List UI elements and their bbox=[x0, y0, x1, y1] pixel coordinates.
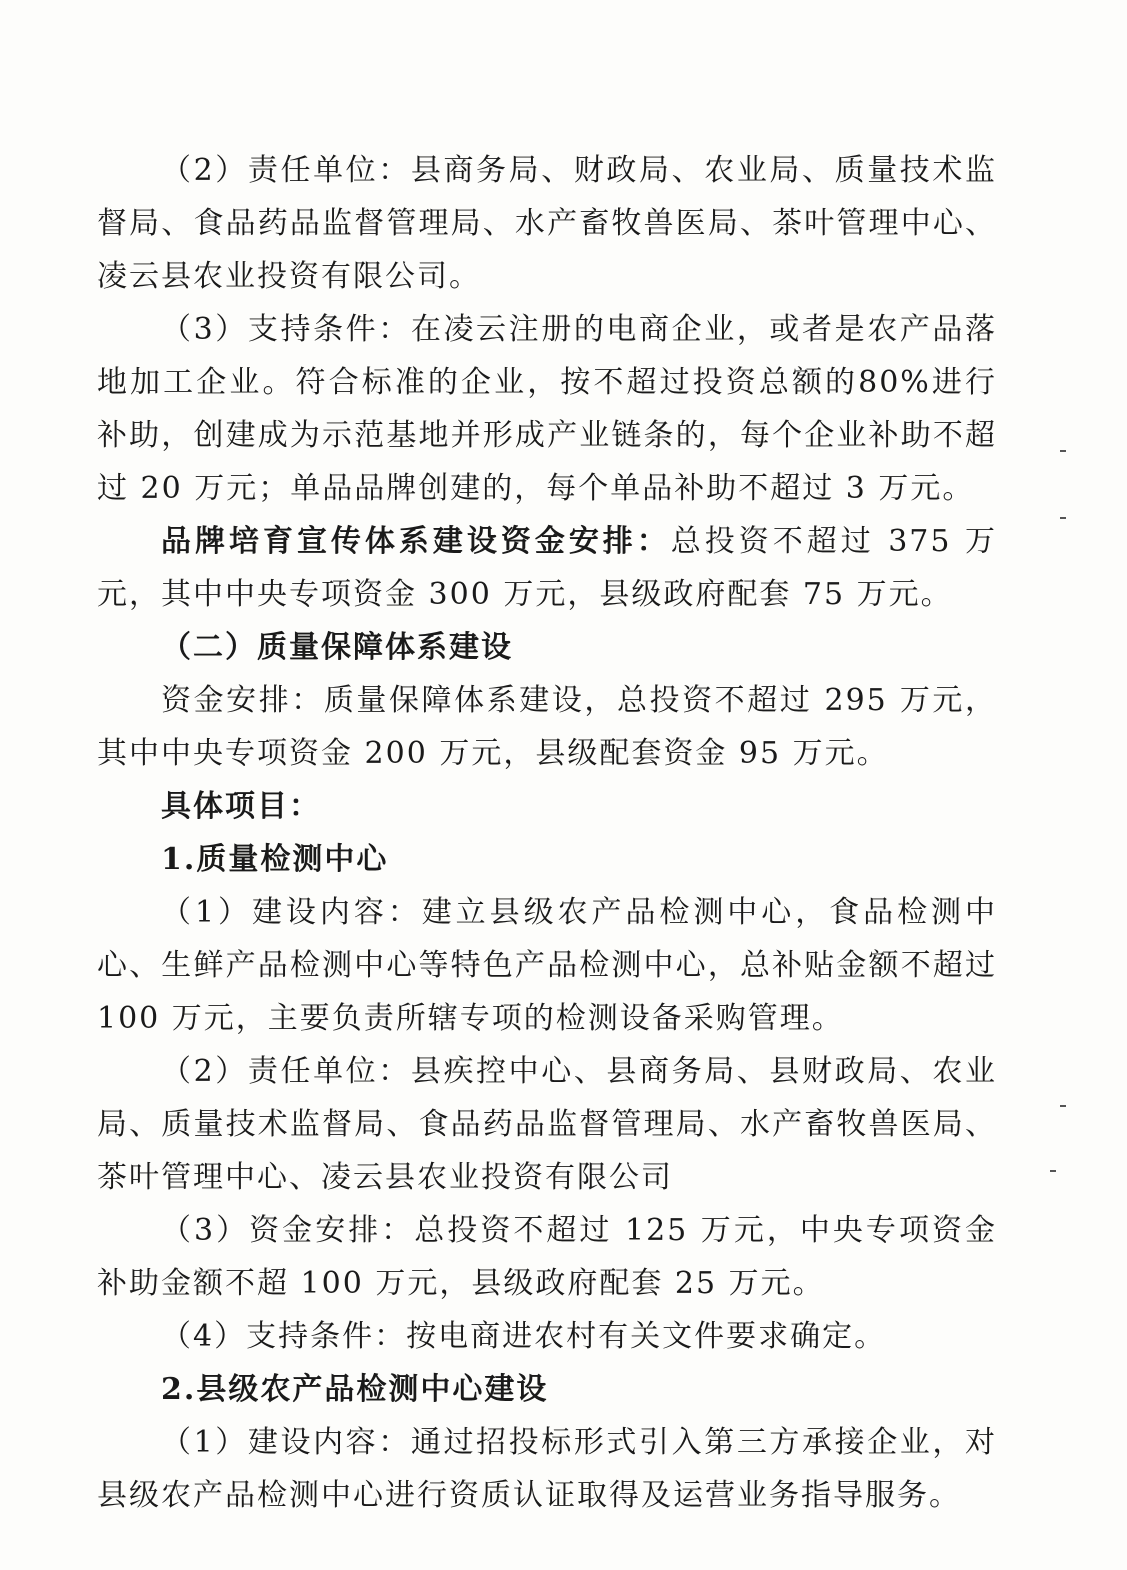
scan-mark bbox=[1050, 1170, 1056, 1172]
scan-mark bbox=[1060, 517, 1066, 519]
paragraph-support-conditions-2: （4）支持条件：按电商进农村有关文件要求确定。 bbox=[161, 1319, 887, 1354]
paragraph-brand-funding bbox=[97, 515, 997, 621]
paragraph-quality-funding: 资金安排：质量保障体系建设，总投资不超过 295 万元，其中中央专项资金 200 万元，县级配套资金 95 万元。 bbox=[97, 683, 997, 771]
paragraph-funding-arrangement: （3）资金安排：总投资不超过 125 万元，中央专项资金补助金额不超 100 万元，县级政府配套 25 万元。 bbox=[97, 1213, 997, 1301]
heading-specific-projects: 具体项目： bbox=[161, 789, 321, 824]
document-body bbox=[97, 144, 997, 1522]
brand-funding-text: 总投资不超过 375 万元，其中中央专项资金 300 万元，县级政府配套 75 万元。 bbox=[97, 524, 997, 612]
paragraph-responsible-units: （2）责任单位：县商务局、财政局、农业局、质量技术监督局、食品药品监督管理局、水产畜牧兽医局、茶叶管理中心、凌云县农业投资有限公司。 bbox=[97, 153, 997, 294]
brand-funding-heading: 品牌培育宣传体系建设资金安排： bbox=[161, 524, 671, 559]
scan-mark bbox=[1060, 1105, 1066, 1107]
heading-quality-testing-center: 1.质量检测中心 bbox=[161, 842, 389, 877]
paragraph-responsible-units-2: （2）责任单位：县疾控中心、县商务局、县财政局、农业局、质量技术监督局、食品药品监督管理局、水产畜牧兽医局、茶叶管理中心、凌云县农业投资有限公司 bbox=[97, 1054, 997, 1195]
heading-county-testing-center: 2.县级农产品检测中心建设 bbox=[161, 1372, 549, 1407]
paragraph-construction-content-1: （1）建设内容：建立县级农产品检测中心，食品检测中心、生鲜产品检测中心等特色产品检测中心，总补贴金额不超过 100 万元，主要负责所辖专项的检测设备采购管理。 bbox=[97, 895, 997, 1036]
paragraph-construction-content-2: （1）建设内容：通过招投标形式引入第三方承接企业，对县级农产品检测中心进行资质认证取得及运营业务指导服务。 bbox=[97, 1425, 997, 1513]
scan-mark bbox=[1060, 450, 1066, 452]
section-heading-quality-assurance: （二）质量保障体系建设 bbox=[161, 630, 513, 665]
paragraph-support-conditions: （3）支持条件：在凌云注册的电商企业，或者是农产品落地加工企业。符合标准的企业，按不超过投资总额的80%进行补助，创建成为示范基地并形成产业链条的，每个企业补助不超过 20 万元；单品品牌创建的，每个单品补助不超过 3 万元。 bbox=[97, 312, 997, 506]
